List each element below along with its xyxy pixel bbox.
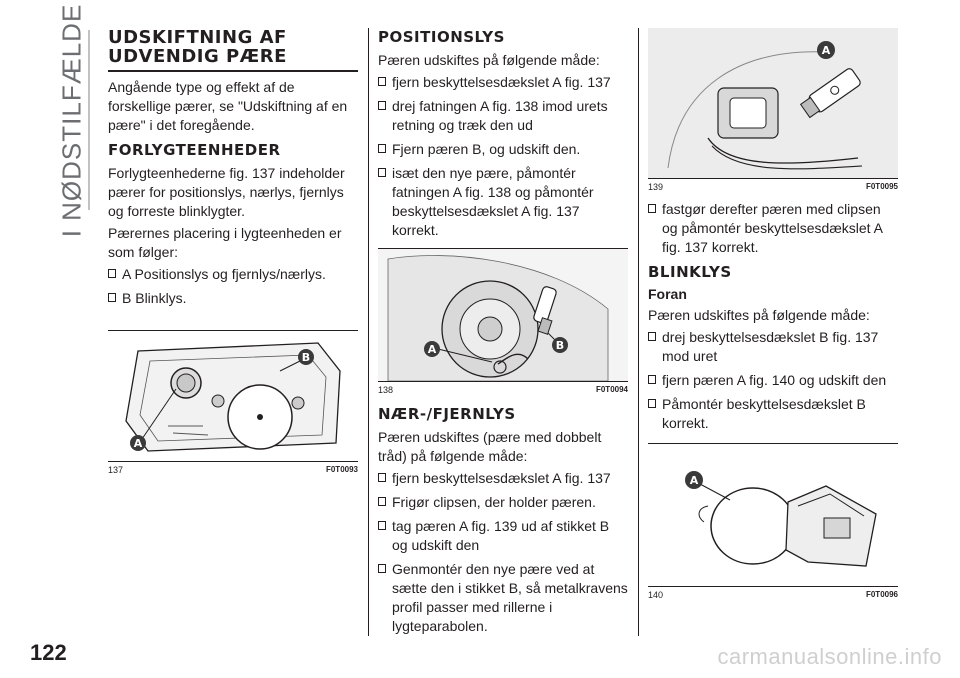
list-item: fastgør derefter pæren med clipsen og påmontér beskyttelsesdækslet A fig. 137 korrekt. [648, 200, 898, 257]
blinklys-intro: Pæren udskiftes på følgende måde: [648, 307, 870, 323]
positionslys-intro: Pæren udskiftes på følgende måde: [378, 52, 600, 68]
section-heading-positionslys: POSITIONSLYS [378, 28, 505, 46]
figure-caption: 137 F0T0093 [108, 461, 358, 475]
checkbox-bullet-icon [378, 473, 386, 482]
figure-138 [378, 248, 628, 395]
column-divider-2 [638, 28, 639, 636]
checkbox-bullet-icon [378, 101, 386, 110]
dipped-main-beam-bulb-illustration [648, 28, 898, 178]
checkbox-bullet-icon [108, 269, 116, 278]
checkbox-bullet-icon [378, 77, 386, 86]
list-item: fjern pæren A fig. 140 og udskift den [648, 371, 898, 390]
column-2 [378, 28, 628, 641]
forlygte-paragraph-2: Pærernes placering i lygteenheden er som følger: [108, 225, 342, 260]
checkbox-bullet-icon [648, 204, 656, 213]
list-item: isæt den nye pære, påmontér fatningen A fig. 138 og påmontér beskyttelsesdækslet A fig. 137 korrekt. [378, 164, 628, 240]
subheading-foran: Foran [648, 286, 687, 302]
checkbox-bullet-icon [378, 564, 386, 573]
side-tab-rule [88, 30, 90, 210]
list-item: B Blinklys. [108, 289, 358, 308]
list-item: drej fatningen A fig. 138 imod urets retning og træk den ud [378, 97, 628, 135]
list-item: Påmontér beskyttelsesdækslet B korrekt. [648, 395, 898, 433]
checkbox-bullet-icon [378, 497, 386, 506]
checkbox-bullet-icon [378, 168, 386, 177]
column-divider-1 [368, 28, 369, 636]
callout-b: B [301, 351, 311, 364]
forlygte-paragraph-1: Forlygteenhederne fig. 137 indeholder pærer for positionslys, nærlys, fjernlys og forreste blinklygter. [108, 165, 345, 219]
list-item: A Positionslys og fjernlys/nærlys. [108, 265, 358, 284]
section-side-tab: I NØDSTILFÆLDE [56, 3, 87, 237]
section-heading-naer-fjernlys: NÆR-/FJERNLYS [378, 405, 516, 423]
column-3 [648, 28, 898, 600]
page-title: UDSKIFTNING AF UDVENDIG PÆRE [108, 28, 358, 72]
figure-139 [648, 28, 898, 192]
naer-intro: Pæren udskiftes (pære med dobbelt tråd) på følgende måde: [378, 429, 602, 464]
figure-137 [108, 330, 358, 475]
list-item: fjern beskyttelsesdækslet A fig. 137 [378, 73, 628, 92]
figure-caption: 140 F0T0096 [648, 586, 898, 600]
list-item: Genmontér den nye pære ved at sætte den i stikket B, så metalkravens profil passer med rillerne i lygteparabolen. [378, 560, 628, 636]
callout-a: A [133, 437, 143, 450]
checkbox-bullet-icon [648, 399, 656, 408]
checkbox-bullet-icon [378, 144, 386, 153]
checkbox-bullet-icon [378, 521, 386, 530]
section-heading-forlygte: FORLYGTEENHEDER [108, 141, 281, 159]
list-item: Fjern pæren B, og udskift den. [378, 140, 628, 159]
headlamp-rear-illustration [108, 331, 358, 461]
list-item: fjern beskyttelsesdækslet A fig. 137 [378, 469, 628, 488]
callout-a: A [689, 474, 699, 487]
figure-caption: 138 F0T0094 [378, 381, 628, 395]
column-1 [108, 28, 358, 475]
checkbox-bullet-icon [108, 293, 116, 302]
section-heading-blinklys: BLINKLYS [648, 263, 732, 281]
intro-paragraph: Angående type og effekt af de forskellige pærer, se "Udskiftning af en pære" i det foregående. [108, 79, 348, 133]
watermark: carmanualsonline.info [717, 644, 942, 669]
figure-140 [648, 443, 898, 600]
figure-caption: 139 F0T0095 [648, 178, 898, 192]
position-light-illustration [378, 249, 628, 381]
checkbox-bullet-icon [648, 332, 656, 341]
list-item: Frigør clipsen, der holder pæren. [378, 493, 628, 512]
checkbox-bullet-icon [648, 375, 656, 384]
indicator-bulb-illustration [648, 444, 898, 586]
callout-b: B [555, 339, 565, 352]
callout-a: A [821, 44, 831, 57]
callout-a: A [427, 343, 437, 356]
page-number: 122 [30, 640, 67, 665]
list-item: tag pæren A fig. 139 ud af stikket B og udskift den [378, 517, 628, 555]
list-item: drej beskyttelsesdækslet B fig. 137 mod uret [648, 328, 898, 366]
